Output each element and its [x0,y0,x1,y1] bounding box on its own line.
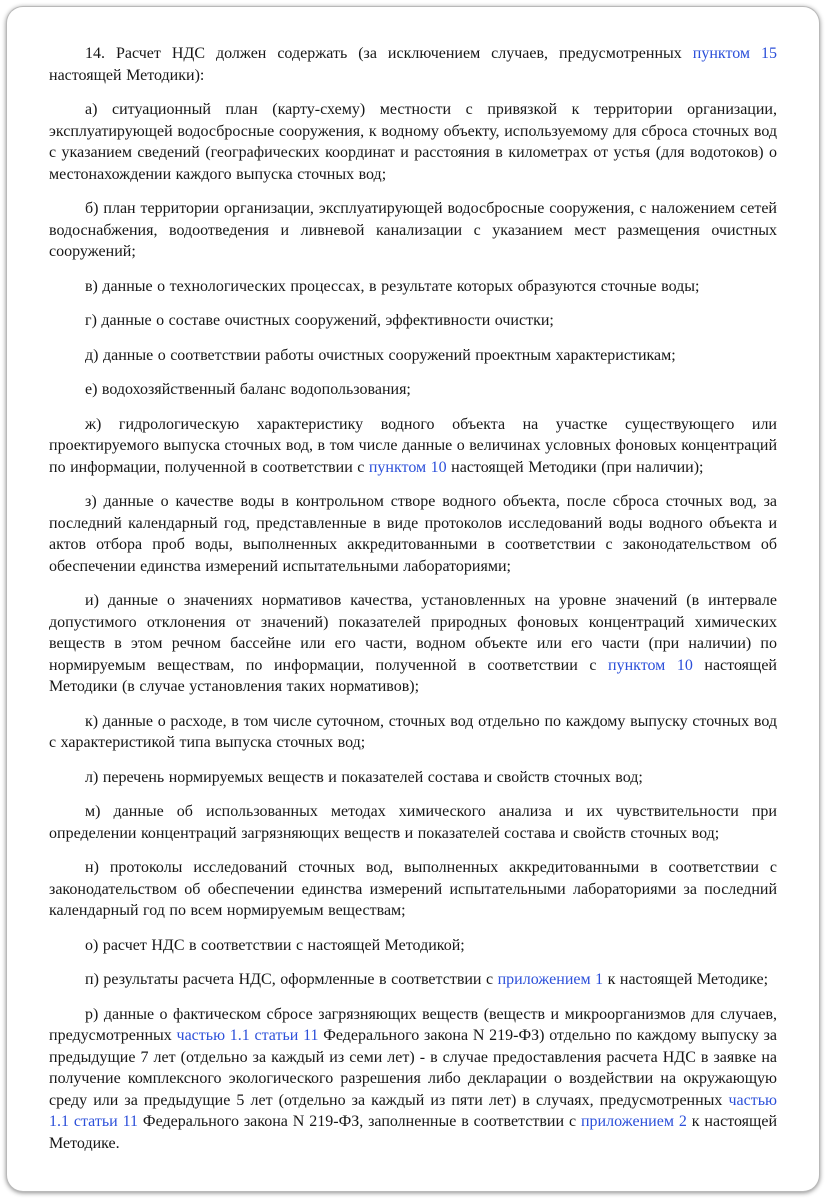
paragraph [49,491,777,577]
text-run: настоящей Методики (в случае установления таких нормативов); [49,656,777,695]
paragraph [49,379,777,401]
text-run: п) результаты расчета НДС, оформленные в соответствии с [85,971,498,988]
paragraph [49,935,777,957]
text-run: о) расчет НДС в соответствии с настоящей Методикой; [85,936,465,954]
paragraph [49,198,777,263]
text-run: в) данные о технологических процессах, в результате которых образуются сточные воды; [85,277,700,295]
text-run: г) данные о составе очистных сооружений, эффективности очистки; [85,312,554,329]
paragraph [49,276,777,298]
paragraph [49,767,777,789]
paragraph [49,857,777,922]
paragraph [49,310,777,332]
text-run: р) данные о фактическом сбросе загрязняющих веществ (веществ и микроорганизмов для случаев, предусмотренных [49,1005,777,1044]
document-body [49,43,777,1154]
text-run: з) данные о качестве воды в контрольном створе водного объекта, после сброса сточных вод, за последний календарный год, представленные в виде протоколов исследований воды водного объекта и актов отбора проб воды, выполненных аккредитованными в соответствии с законодательством об обеспечении единства измерений испытательными лабораториями; [49,493,777,575]
text-run: м) данные об использованных методах химического анализа и их чувствительности при определении концентраций загрязняющих веществ и показателей состава и свойств сточных вод; [49,803,777,842]
document-link[interactable]: частью 1.1 статьи 11 [176,1027,319,1044]
text-run: Федерального закона N 219-ФЗ) отдельно по каждому выпуску за предыдущие 7 лет (отдельно за каждый из семи лет) - в случае предоставления расчета НДС в заявке на получение комплексного экологического разрешения либо декларации о воздействии на окружающую среду или за предыдущие 5 лет (отдельно за каждый из пяти лет) в случаях, предусмотренных [49,1027,777,1109]
document-link[interactable]: пунктом 10 [368,458,447,476]
document-link[interactable]: приложением 2 [580,1113,687,1130]
text-run: настоящей Методики (при наличии); [446,458,704,476]
document-link[interactable]: пунктом 10 [608,656,693,674]
text-run: к настоящей Методике; [603,971,769,988]
document-link[interactable]: пунктом 15 [692,45,778,62]
text-run: ж) гидрологическую характеристику водного объекта на участке существующего или проектируемого выпуска сточных вод, в том числе данные о величинах условных фоновых концентраций по информации, полученной в соответствии с [49,415,777,476]
text-run: б) план территории организации, эксплуатирующей водосбросные сооружения, с наложением сетей водоснабжения, водоотведения и ливневой канализации с указанием мест размещения очистных сооружений; [49,200,777,260]
text-run: настоящей Методики): [49,66,205,84]
paragraph [49,801,777,844]
text-run: а) ситуационный план (карту-схему) местности с привязкой к территории организации, эксплуатирующей водосбросные сооружения, к водному объекту, используемому для сброса сточных вод с указанием сведений (географических координат и расстояния в километрах от устья (для водотоков) о местонахождении каждого выпуска сточных вод; [49,101,777,183]
paragraph [49,590,777,698]
paragraph [49,99,777,185]
text-run: Федерального закона N 219-ФЗ, заполненные в соответствии с [138,1113,581,1130]
paragraph [49,969,777,991]
paragraph [49,1004,777,1155]
text-run: 14. Расчет НДС должен содержать (за исключением случаев, предусмотренных [85,45,693,62]
text-run: е) водохозяйственный баланс водопользования; [85,381,411,398]
paragraph [49,414,777,479]
document-link[interactable]: приложением 1 [497,971,604,988]
document-page [7,7,819,1191]
text-run: и) данные о значениях нормативов качества, установленных на уровне значений (в интервале допустимого отклонения от значений) показателей природных фоновых концентраций химических веществ в этом речном бассейне или его части, водном объекте или его части (при наличии) по нормируемым веществам, по информации, полученной в соответствии с [49,592,777,674]
paragraph [49,711,777,754]
text-run: л) перечень нормируемых веществ и показателей состава и свойств сточных вод; [85,768,643,786]
paragraph [49,43,777,86]
paragraph [49,345,777,367]
text-run: д) данные о соответствии работы очистных сооружений проектным характеристикам; [85,346,676,364]
text-run: к) данные о расходе, в том числе суточном, сточных вод отдельно по каждому выпуску сточных вод с характеристикой типа выпуска сточных вод; [49,712,777,751]
document-link[interactable]: частью 1.1 статьи 11 [49,1091,777,1130]
text-run: к настоящей Методике. [49,1113,778,1152]
text-run: н) протоколы исследований сточных вод, выполненных аккредитованными в соответствии с законодательством об обеспечении единства измерений испытательными лабораториями за последний календарный год по всем нормируемым веществам; [49,859,777,919]
